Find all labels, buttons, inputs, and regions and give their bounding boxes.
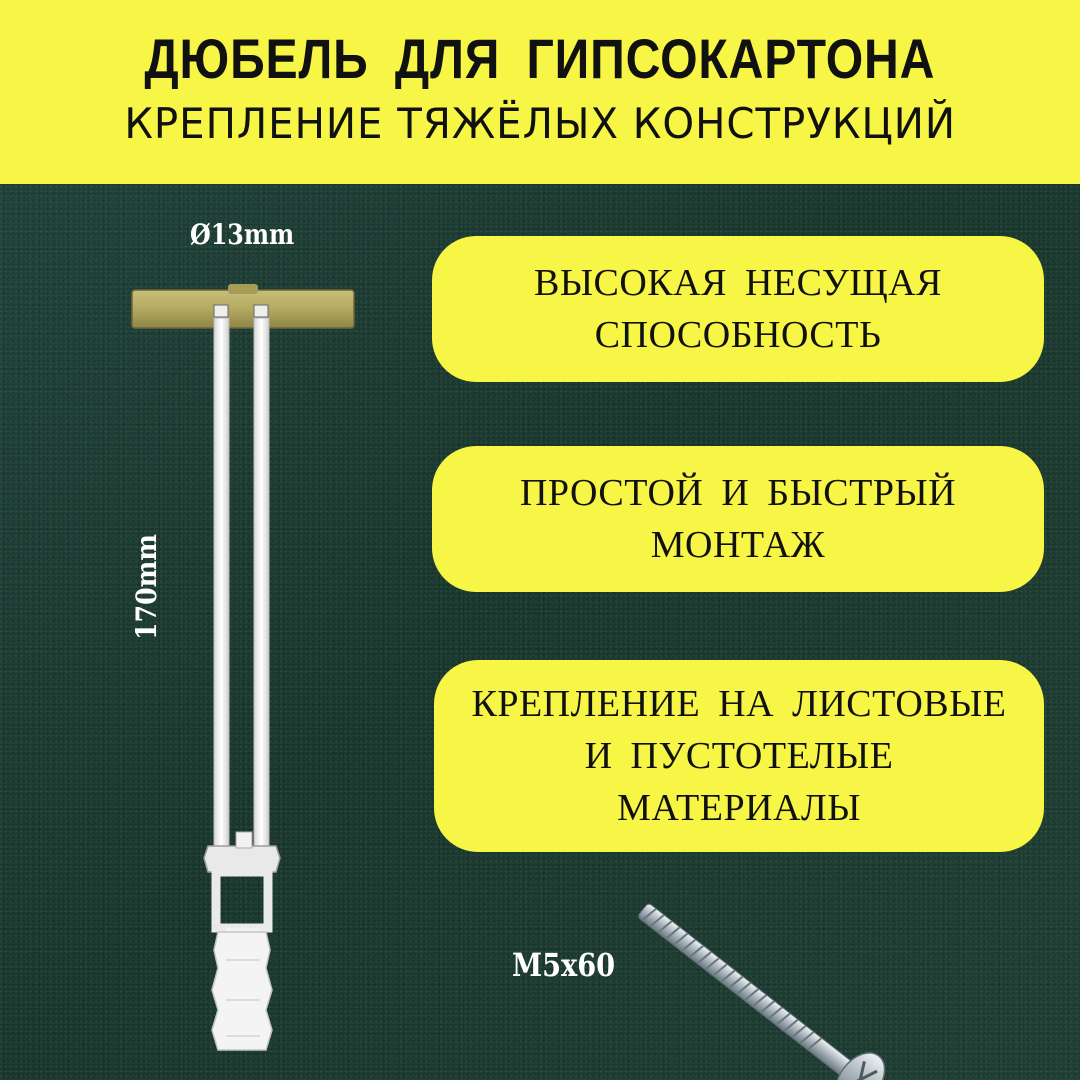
feature-line: МОНТАЖ: [650, 524, 826, 566]
feature-line: ВЫСОКАЯ НЕСУЩАЯ: [534, 262, 942, 304]
feature-line: СПОСОБНОСТЬ: [594, 314, 882, 356]
diameter-label: Ø13mm: [190, 218, 295, 251]
feature-easy-install: [432, 446, 1044, 592]
feature-line: МАТЕРИАЛЫ: [617, 787, 861, 829]
feature-line: КРЕПЛЕНИЕ НА ЛИСТОВЫЕ: [471, 683, 1007, 725]
screw-size-label: M5x60: [512, 946, 616, 984]
toggle-bar: [132, 284, 354, 328]
feature-load-capacity: [432, 236, 1044, 382]
length-label: 170mm: [130, 534, 163, 640]
feature-materials: [434, 660, 1044, 852]
screw-illustration: [624, 886, 894, 1080]
feature-line: ПРОСТОЙ И БЫСТРЫЙ: [519, 472, 957, 514]
product-title: ДЮБЕЛЬ ДЛЯ ГИПСОКАРТОНА: [144, 27, 936, 90]
plastic-straps: [214, 318, 269, 848]
plastic-sleeve: [212, 872, 272, 1050]
product-subtitle: КРЕПЛЕНИЕ ТЯЖЁЛЫХ КОНСТРУКЦИЙ: [124, 99, 956, 148]
feature-line: И ПУСТОТЕЛЫЕ: [584, 735, 894, 777]
